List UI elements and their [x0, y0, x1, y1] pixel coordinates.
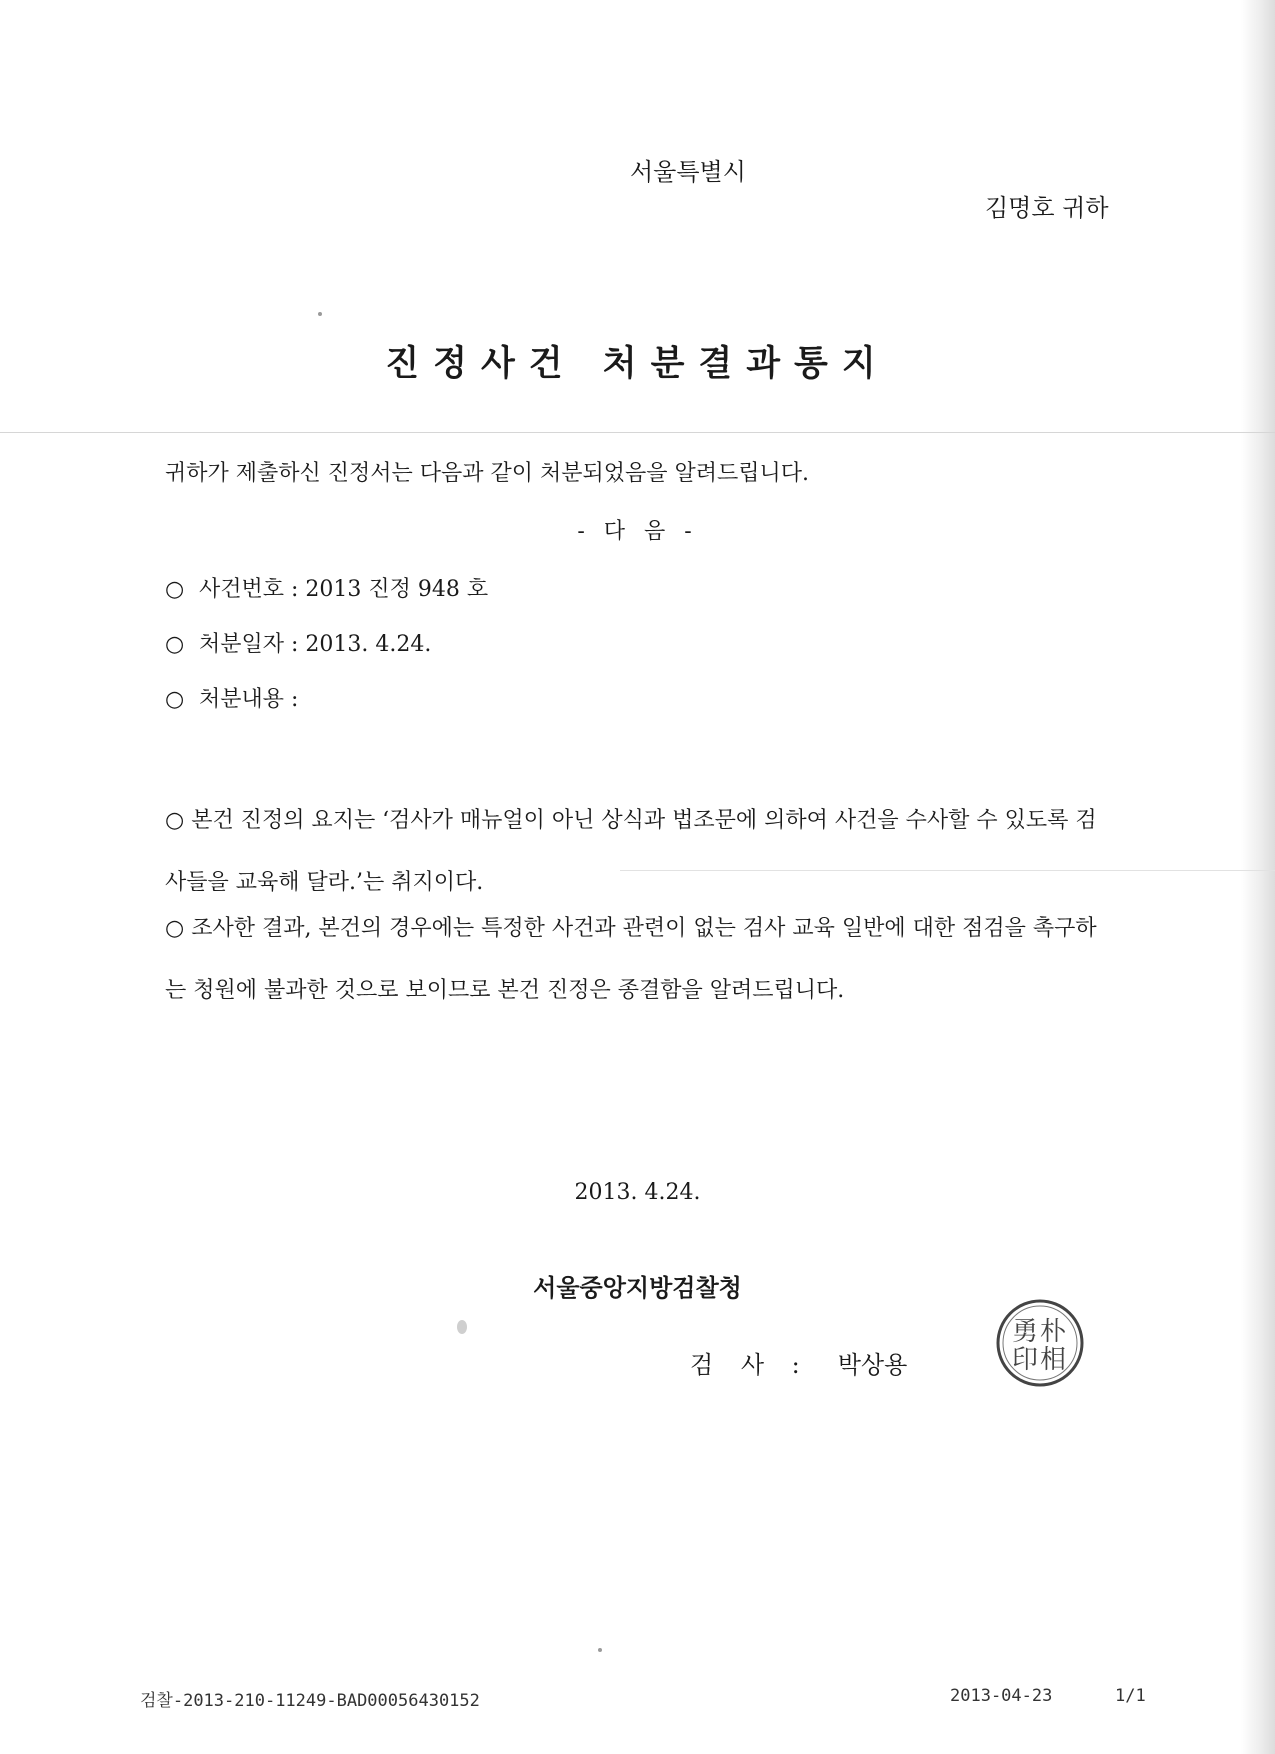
section-marker: - 다 음 -	[577, 519, 698, 544]
item-disposition-content	[165, 682, 298, 713]
page-number: 1/1	[1115, 1686, 1146, 1706]
svg-text:朴: 朴	[1039, 1317, 1067, 1347]
bullet-icon: ○	[165, 632, 185, 657]
intro-text: 귀하가 제출하신 진정서는 다음과 같이 처분되었음을 알려드립니다.	[165, 461, 810, 486]
fold-line	[0, 432, 1275, 433]
print-date: 2013-04-23	[950, 1686, 1053, 1706]
scan-speck	[457, 1320, 467, 1334]
paragraph-result: ○ 조사한 결과, 본건의 경우에는 특정한 사건과 관련이 없는 검사 교육 일반에 대한 점검을 촉구하는 청원에 불과한 것으로 보이므로 본건 진정은 종결함을 알려드립니다.	[165, 916, 1097, 1003]
signature-line	[690, 1345, 907, 1380]
issue-date: 2013. 4.24.	[574, 1180, 701, 1205]
scan-speck	[598, 1648, 602, 1652]
svg-text:相: 相	[1039, 1345, 1067, 1375]
recipient-address: 서울특별시	[630, 158, 746, 186]
recipient-name: 김명호 귀하	[985, 194, 1109, 222]
bullet-icon: ○	[165, 577, 185, 602]
issuing-office: 서울중앙지방검찰청	[533, 1273, 742, 1302]
scan-edge-shadow	[1241, 0, 1275, 1754]
item-text: 처분일자 : 2013. 4.24.	[199, 632, 432, 657]
svg-text:印: 印	[1011, 1345, 1039, 1375]
document-number: 검찰-2013-210-11249-BAD00056430152	[140, 1691, 480, 1711]
bullet-icon: ○	[165, 687, 185, 712]
signatory-label: 검 사 :	[690, 1351, 810, 1379]
signatory-name: 박상용	[837, 1351, 908, 1379]
item-text: 사건번호 : 2013 진정 948 호	[199, 577, 489, 602]
item-text: 처분내용 :	[199, 687, 299, 712]
item-disposition-date	[165, 627, 431, 658]
scan-speck	[318, 312, 322, 316]
svg-text:勇: 勇	[1011, 1317, 1039, 1347]
paragraph-summary: ○ 본건 진정의 요지는 ‘검사가 매뉴얼이 아닌 상식과 법조문에 의하여 사건을 수사할 수 있도록 검사들을 교육해 달라.’는 취지이다.	[165, 808, 1097, 895]
document-title: 진정사건 처분결과통지	[385, 343, 890, 384]
official-seal-icon	[995, 1298, 1085, 1388]
item-case-number	[165, 572, 488, 603]
